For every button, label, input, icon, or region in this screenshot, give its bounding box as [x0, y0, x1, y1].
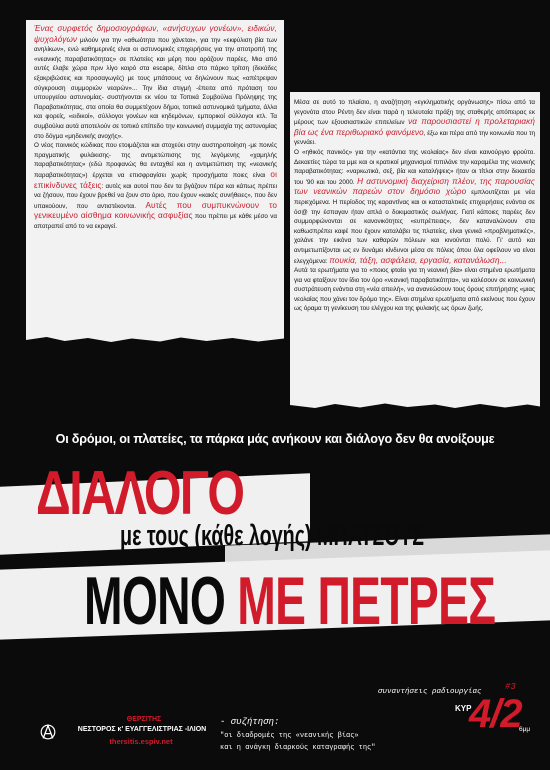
body-text: Ο «ηθικός πανικός» για την «κατάντια της νεολαίας» δεν είναι καινούργιο φρούτο. Δεκαετίες τώρα τα μμε και οι κρατικοί μηχανισμοί πιπιλάνε την καραμέλα της νεανικής παραβατικότητας: «ναρκωτικά, σεξ, βία και καταλήψεις» ήταν οι τίτλοι στην δεκαετία του '90 και του 2000. — [294, 148, 535, 186]
body-text: που πρέπει με κάθε μέσο να αποτραπεί από το να εκραγεί. — [34, 213, 277, 230]
body-text: Ο νέος ποινικός κώδικας που ετοιμάζεται και στοχεύει στην αυστηροποίηση -με ποινές πραγματικής φυλάκισης- της αντιμετώπισης της λεγόμενης «χαμηλής παραβατικότητας» (εδώ προφανώς θα ενταχθεί και η αντιμετώπιση της «νεανικής παραβατικότητας») έρχεται να επισφραγίσει χωρίς προσχήματα ποιες είναι — [34, 142, 277, 179]
title-subline: με τους (κάθε λογής) ΜΠΑΤΣΟΥΣ — [120, 520, 424, 552]
place-url[interactable]: thersitis.espiv.net — [109, 737, 173, 746]
text-column-left — [34, 24, 277, 231]
title-mono: ΜΟΝΟ — [84, 563, 238, 639]
body-text: μιλούν για την «αθωότητα που χάνεται», για την «εκφύλιση βία των ανηλίκων», ενώ καθημερινές είναι οι αστυνομικές επιχειρήσεις για την αποτροπή της «νεανικής παραβατικότητας» σε πλατείες και μέρη που αράζουν παρέες. Μια από αυτές έλαβε χώρα πριν λίγο καιρό στα escape, δίπλα στο πάρκο τρίτση (δεκάδες εξακριβώσεις και προσαγωγές) με τους μπάτσους να δηλώνουν πως «απέτρεψαν σύγκρουση συμμοριών νεαρών»... Την ίδια στιγμή -έπειτα από πρόταση του υπουργείου αστυνομίας- συστήνονται εκ νέου τα Τοπικά Συμβούλια Πρόληψης της Παραβατικότητας, στα οποία θα συμμετέχουν δήμοι, τοπικά αστυνομικά τμήματα, άλλα και φορείς, «ειδικοί», σύλλογοι γονέων και κηδεμόνων, εμπορικοί σύλλογοι κτλ. Τα συμβούλια αυτά αποτελούν σε τοπικό επίπεδο την κοινωνική συμμαχία της αστυνομίας στο δόγμα «μηδενικής ανοχής». — [34, 36, 277, 140]
paragraph — [294, 98, 535, 148]
paragraph — [294, 266, 535, 314]
discussion-title: - συζήτηση: — [220, 717, 280, 727]
event-number: #3 — [505, 682, 516, 692]
body-text: Μέσα σε αυτό το πλαίσιο, η αναζήτηση «εγκληματικής οργάνωσης» πίσω από τα γεγονότα στου Ρέντη δεν είναι παρά η τελευταία πράξη της σταθερής απόπειρας εκ μέρους των εξουσιαστικών επιτελείων — [294, 99, 535, 127]
highlight-text: να παρουσιαστεί η προλεταριακή βία ως ένα περιθωριακό φαινόμενο — [294, 117, 536, 137]
place-address: ΝΕΣΤΟΡΟΣ κ' ΕΥΑΓΓΕΛΙΣΤΡΙΑΣ -ΙΛΙΟΝ — [77, 726, 207, 733]
event-day: ΚΥΡ — [455, 704, 472, 713]
paragraph — [34, 24, 277, 141]
highlight-text: οι επικίνδυνες τάξεις — [34, 169, 277, 190]
body-text: : αυτές και αυτοί που δεν τα βγάζουν πέρα και κάπως πρέπει να ζήσουν, που έχουν βρεθεί να ζουν στο όριο, που έχουν «κακές συνήθειες», που δεν υπακούουν, που αντιστέκονται. — [34, 182, 278, 210]
body-text: , έξω και πέρα από την κοινωνία που τη γεννάει. — [294, 129, 535, 147]
discussion-line: και η ανάγκη διαρκούς καταγραφής της" — [220, 744, 376, 752]
body-text: εμπλουτίζεται με νέα περιεχόμενα. Η περίοδος της καραντίνας και οι κατασταλτικές επιχειρήσεις ενάντια σε όσ@ την έσπαγαν ήταν απλά ο δοκιμαστικός σωλήνας. Γιατί κάποιες παρέες δεν συμμορφώνονται σε κανονικότητες «ευπρέπειας», δεν καταναλώνουν στα καθωσπρέπει καφέ που έχουν καταλάβει τις πλατείες, είναι γενικά «προβληματικές», χαλάνε την εικόνα των καθαρών πόλεων και κινούνται πολύ. Γι' αυτό και αντιμετωπίζονται ως εν δυνάμει κίνδυνοι μέσα σε πόλεις όπου όλα οφείλουν να είναι ελεγχόμενα: — [294, 189, 535, 265]
event-series: συναντήσεις ραδιουργίας — [378, 688, 482, 696]
discussion-line: "οι διαδρομές της «νεανικής βίας» — [220, 732, 359, 740]
anarchy-icon — [40, 724, 56, 740]
title-me-petres: ΜΕ ΠΕΤΡΕΣ — [237, 563, 496, 639]
highlight-text: Ένας συρφετός δημοσιογράφων, «ανήσυχων γονέων», ειδικών, ψυχολόγων — [34, 24, 277, 44]
text-column-right — [294, 98, 535, 314]
highlight-text: Η αστυνομική διαχείριση πλέον, της παρουσίας των νεανικών παρεών στον δημόσιο χώρο — [294, 176, 535, 197]
place-name: ΘΕΡΣΙΤΗΣ — [126, 716, 162, 723]
event-date: 4/2 — [469, 692, 522, 736]
paragraph — [34, 141, 277, 231]
event-time: 6μμ — [519, 726, 531, 733]
highlight-text: Αυτές που συμπυκνώνουν το γενικευμένο αίσθημα κοινωνικής ασφυξίας — [34, 200, 277, 221]
slogan: Οι δρόμοι, οι πλατείες, τα πάρκα μάς ανήκουν και διάλογο δεν θα ανοίξουμε — [55, 432, 495, 446]
paragraph — [294, 148, 535, 266]
body-text: Αυτά τα ερωτήματα για το «ποιος φταίει για τη νεανική βία» είναι στημένα ερωτήματα για να φταίξουν τον ίδιο τον όρο «νεανική παραβατικότητα», να καλέσουν σε κοινωνική συστράτευση ενάντια στη «νέα απειλή», να ανανεώσουν τους όρους επιτήρησης «μιας νεολαίας που χάνει τον δρόμο της». Είναι στημένα ερωτήματα από εκείνους που έχουν ως όραμα τη γενίκευση του ελέγχου και της φυλακής ως όρων ζωής. — [294, 267, 535, 313]
title-mono-me-petres — [84, 562, 495, 640]
title-dialogo: ΔΙΑΛΟΓΟ — [36, 459, 244, 528]
highlight-text: πουκία, τάξη, ασφάλεια, εργασία, κατανάλωση... — [329, 255, 507, 265]
